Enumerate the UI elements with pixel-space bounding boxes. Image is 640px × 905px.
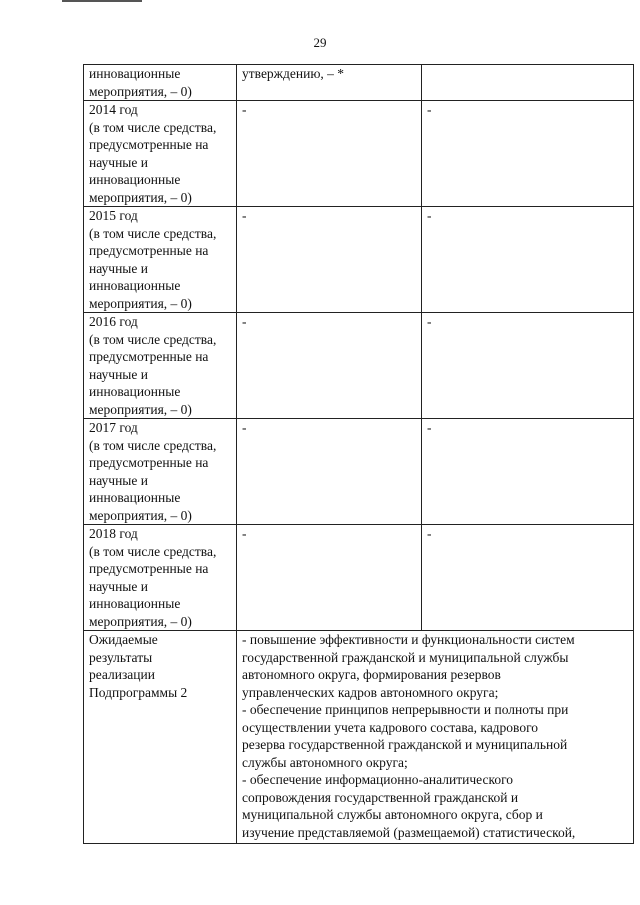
label-line: мероприятия, – 0) [89, 295, 192, 311]
label-line: (в том числе средства, [89, 437, 217, 453]
label-line: предусмотренные на [89, 455, 209, 470]
year-row-2017 [84, 419, 634, 525]
label-line: 2015 год [89, 208, 138, 223]
year-row-2016 [84, 313, 634, 419]
top-rule [62, 0, 142, 2]
label-line: результаты [89, 649, 153, 665]
value-cell [237, 313, 422, 419]
label-line: инновационные [89, 278, 181, 293]
results-line: государственной гражданской и муниципальной службы [242, 649, 569, 665]
label-line: инновационные [89, 490, 181, 505]
results-line: управленческих кадров автономного округа; [242, 684, 499, 700]
value-dash: - [242, 314, 247, 329]
year-row-2018 [84, 525, 634, 631]
label-line: мероприятия, – 0) [89, 189, 192, 205]
label-line: предусмотренные на [89, 561, 209, 576]
value-text: утверждению, – * [242, 66, 345, 81]
label-line: 2014 год [89, 102, 138, 117]
label-line: мероприятия, – 0) [89, 613, 192, 629]
label-line: (в том числе средства, [89, 543, 217, 559]
results-line: осуществлении учета кадрового состава, кадрового [242, 719, 539, 735]
label-line: предусмотренные на [89, 137, 209, 152]
label-line: предусмотренные на [89, 349, 209, 364]
results-text-cell [237, 631, 634, 844]
row-label [84, 101, 237, 207]
value-dash: - [242, 420, 247, 435]
results-line: муниципальной службы автономного округа, сбор и [242, 807, 543, 822]
label-line: (в том числе средства, [89, 119, 217, 135]
label-line: Подпрограммы 2 [89, 684, 188, 700]
value-cell [237, 207, 422, 313]
program-table [83, 64, 634, 844]
results-line: резерва государственной гражданской и муниципальной [242, 737, 568, 752]
label-line: 2018 год [89, 526, 138, 541]
value-cell [422, 65, 634, 101]
label-line: инновационные [89, 596, 181, 611]
page-number: 29 [313, 35, 327, 50]
label-line: 2016 год [89, 314, 138, 329]
value-cell [237, 419, 422, 525]
value-cell [422, 313, 634, 419]
results-line: - повышение эффективности и функциональности систем [242, 632, 575, 647]
label-line: научные и [89, 154, 148, 170]
results-line: службы автономного округа; [242, 754, 408, 770]
value-cell [422, 419, 634, 525]
label-line: инновационные [89, 66, 181, 81]
results-line: сопровождения государственной гражданской и [242, 789, 519, 805]
value-dash: - [242, 526, 247, 541]
row-label [84, 419, 237, 525]
value-cell [422, 525, 634, 631]
value-dash: - [427, 314, 432, 329]
value-dash: - [242, 208, 247, 223]
value-cell [237, 525, 422, 631]
value-dash: - [427, 420, 432, 435]
label-line: научные и [89, 578, 148, 594]
expected-results-row [84, 631, 634, 844]
label-line: (в том числе средства, [89, 331, 217, 347]
row-label [84, 313, 237, 419]
label-line: инновационные [89, 384, 181, 399]
label-line: (в том числе средства, [89, 225, 217, 241]
label-line: инновационные [89, 172, 181, 187]
value-cell [237, 65, 422, 101]
results-line: изучение представляемой (размещаемой) статистической, [242, 824, 576, 840]
label-line: 2017 год [89, 420, 138, 435]
results-line: - обеспечение информационно-аналитического [242, 772, 514, 787]
value-dash: - [427, 102, 432, 117]
row-label [84, 631, 237, 844]
value-dash: - [427, 208, 432, 223]
label-line: мероприятия, – 0) [89, 83, 192, 99]
label-line: реализации [89, 667, 155, 682]
year-row-2014 [84, 101, 634, 207]
label-line: мероприятия, – 0) [89, 507, 192, 523]
label-line: научные и [89, 260, 148, 276]
results-line: автономного округа, формирования резервов [242, 667, 501, 682]
value-cell [422, 101, 634, 207]
year-row-2015 [84, 207, 634, 313]
continuation-row [84, 65, 634, 101]
row-label [84, 207, 237, 313]
value-dash: - [427, 526, 432, 541]
value-cell [237, 101, 422, 207]
label-line: Ожидаемые [89, 632, 158, 647]
row-label [84, 65, 237, 101]
row-label [84, 525, 237, 631]
label-line: предусмотренные на [89, 243, 209, 258]
results-line: - обеспечение принципов непрерывности и полноты при [242, 702, 569, 717]
value-cell [422, 207, 634, 313]
value-dash: - [242, 102, 247, 117]
label-line: научные и [89, 472, 148, 488]
label-line: научные и [89, 366, 148, 382]
label-line: мероприятия, – 0) [89, 401, 192, 417]
